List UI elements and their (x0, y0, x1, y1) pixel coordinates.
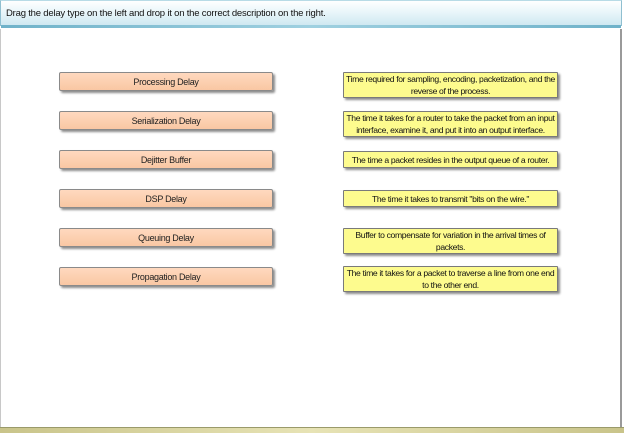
drag-item-propagation-delay[interactable]: Propagation Delay (59, 267, 273, 286)
drag-item-processing-delay[interactable]: Processing Delay (59, 72, 273, 91)
drag-item-dsp-delay[interactable]: DSP Delay (59, 189, 273, 208)
drop-target-description-5[interactable]: Buffer to compensate for variation in the arrival times of packets. (343, 228, 558, 254)
drag-item-queuing-delay[interactable]: Queuing Delay (59, 228, 273, 247)
drag-item-dejitter-buffer[interactable]: Dejitter Buffer (59, 150, 273, 169)
instruction-bar (0, 0, 622, 26)
drop-target-description-3[interactable]: The time a packet resides in the output queue of a router. (343, 151, 558, 168)
drag-item-serialization-delay[interactable]: Serialization Delay (59, 111, 273, 130)
drop-target-description-4[interactable]: The time it takes to transmit "bits on the wire." (343, 190, 558, 207)
instruction-text: Drag the delay type on the left and drop it on the correct description on the right. (6, 8, 326, 19)
drop-target-description-6[interactable]: The time it takes for a packet to traverse a line from one end to the other end. (343, 266, 558, 292)
drop-target-description-2[interactable]: The time it takes for a router to take the packet from an input interface, examine it, and put it into an output interface. (343, 111, 558, 137)
bottom-edge (0, 427, 624, 433)
drop-target-description-1[interactable]: Time required for sampling, encoding, packetization, and the reverse of the process. (343, 72, 558, 98)
